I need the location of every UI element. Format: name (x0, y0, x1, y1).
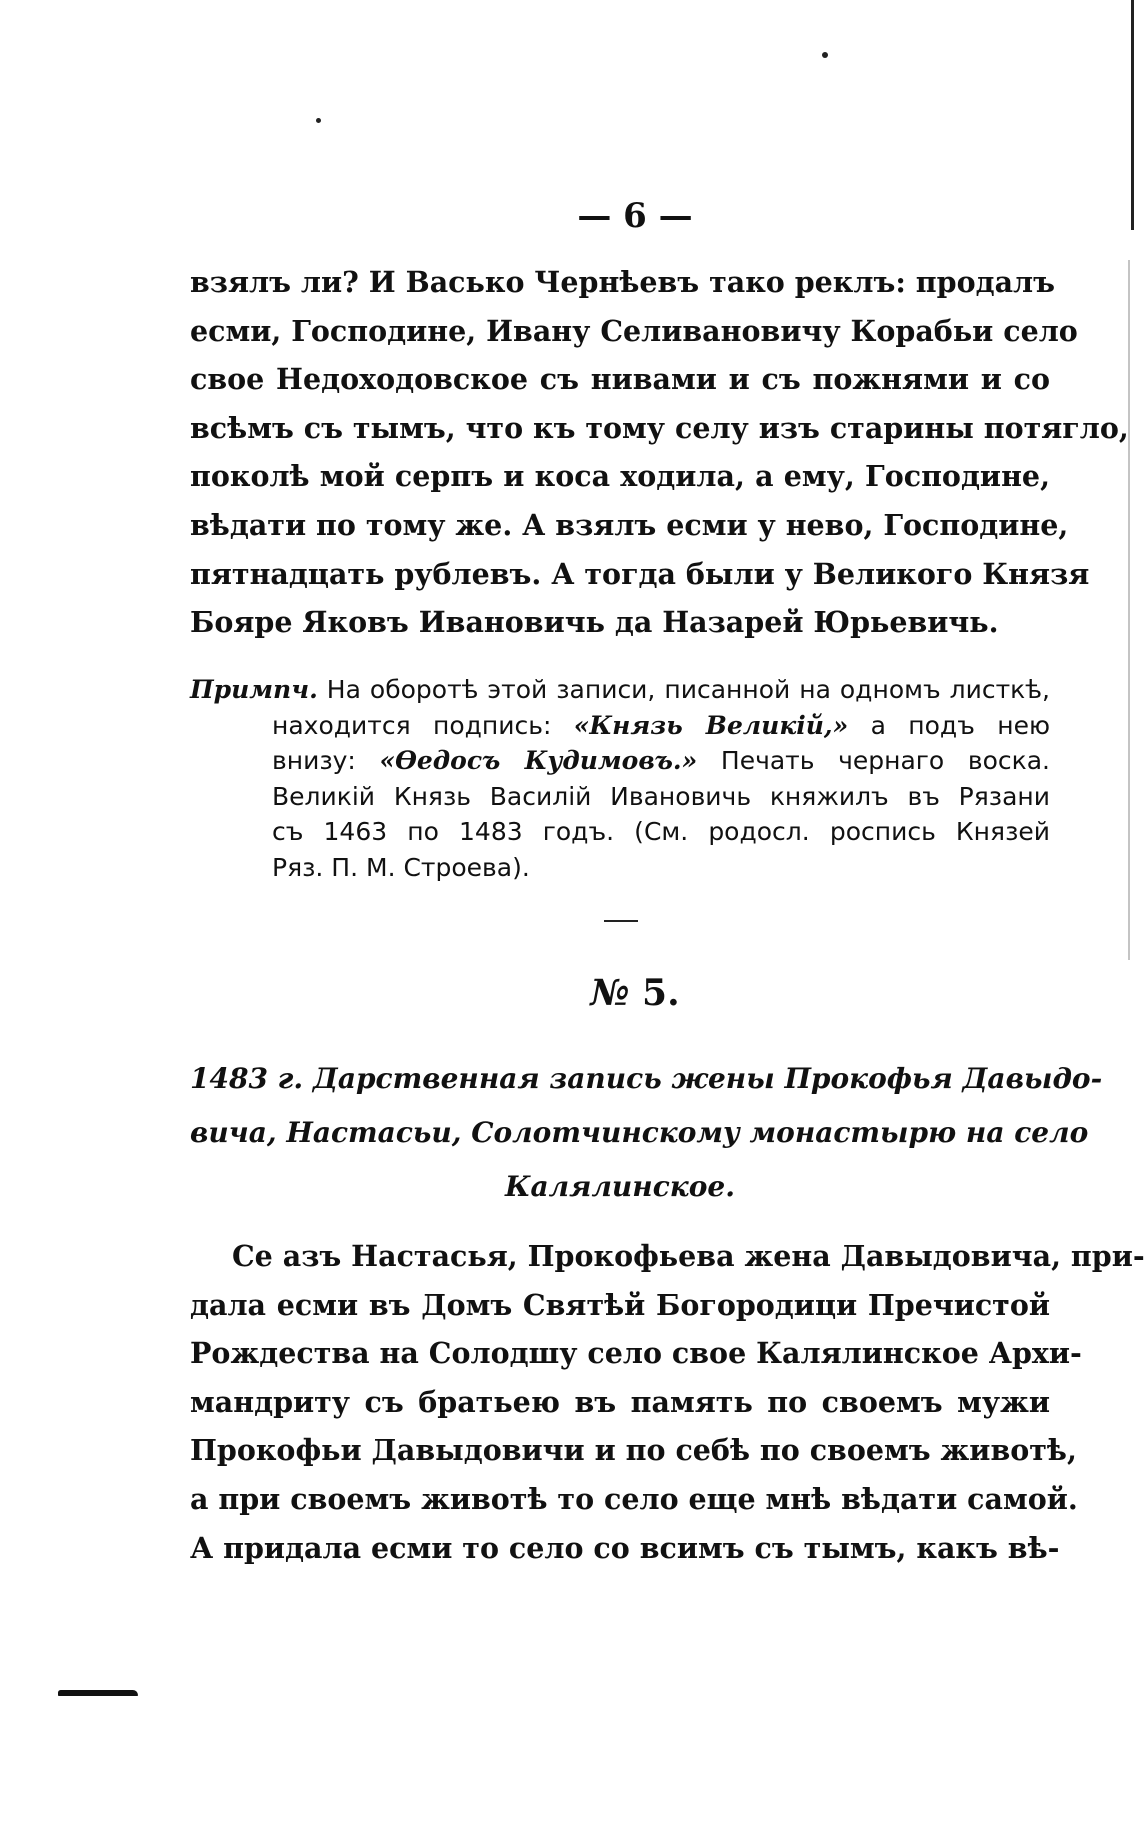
scan-speck (316, 118, 321, 123)
page-number: — 6 — (577, 196, 693, 236)
note-signature: «Князь Великій,» (573, 710, 849, 740)
text-line: Бояре Яковъ Ивановичь да Назарей Юрьевичь. (190, 605, 999, 640)
note-text: находится подпись: (272, 710, 552, 740)
scan-smudge (58, 1690, 138, 1696)
text-line: свое Недоходовское съ нивами и съ пожнями и со (190, 362, 1050, 397)
note-line: Ряз. П. М. Строева). (272, 852, 530, 882)
text-line: мандриту съ братьею въ память по своемъ мужи (190, 1384, 1050, 1419)
note-line: Великій Князь Василій Ивановичь княжилъ въ Рязани (272, 781, 1050, 811)
numero-sign: № (590, 972, 630, 1014)
text-line: вѣдати по тому же. А взялъ есми у нево, Господине, (190, 507, 1069, 542)
text-line: поколѣ мой серпъ и коса ходила, а ему, Господине, (190, 459, 1050, 494)
footnote-block (190, 672, 1050, 885)
document-title (190, 1052, 1103, 1214)
note-line (190, 708, 1050, 744)
note-line: съ 1463 по 1483 годъ. (См. родосл. роспись Князей (272, 817, 1050, 846)
note-text: а подъ нею (870, 710, 1050, 740)
note-signature: «Ѳедосъ Кудимовъ.» (379, 746, 698, 775)
text-line: Прокофьи Давыдовичи и по себѣ по своемъ животѣ, (190, 1433, 1077, 1468)
document-number (0, 972, 1140, 1014)
text-line: Рождества на Солодшу село свое Калялинское Архи- (190, 1336, 1082, 1371)
text-line: А придала есми то село со всимъ съ тымъ, какъ вѣ- (190, 1530, 1060, 1565)
text-line: дала есми въ Домъ Святѣй Богородици Пречистой (190, 1287, 1050, 1322)
text-line: пятнадцать рублевъ. А тогда были у Великого Князя (190, 556, 1090, 591)
section-divider (604, 920, 638, 922)
title-line: вича, Настасьи, Солотчинскому монастырю на село (190, 1116, 1089, 1149)
note-text: Печать чернаго воска. (720, 746, 1050, 775)
note-line (190, 672, 1050, 708)
note-text: На оборотѣ этой записи, писанной на одномъ листкѣ, (326, 675, 1051, 704)
title-line: 1483 г. Дарственная запись жены Прокофья Давыдо- (190, 1062, 1103, 1095)
text-line: а при своемъ животѣ то село еще мнѣ вѣдати самой. (190, 1481, 1078, 1516)
text-line: Се азъ Настасья, Прокофьева жена Давыдовича, при- (232, 1239, 1145, 1273)
note-label: Примпч. (190, 675, 318, 704)
document-number-value: 5. (642, 972, 680, 1014)
scan-edge-shadow (1128, 260, 1130, 960)
text-line: взялъ ли? И Васько Чернѣевъ тако реклъ: продалъ (190, 265, 1055, 299)
main-text-block-2 (190, 1232, 1145, 1572)
note-line (190, 743, 1050, 779)
note-text: внизу: (272, 746, 356, 775)
text-line: есми, Господине, Ивану Селивановичу Корабьи село (190, 313, 1078, 348)
title-line: Калялинское. (505, 1170, 735, 1203)
scan-speck (822, 52, 828, 58)
text-line: всѣмъ съ тымъ, что къ тому селу изъ старины потягло, (190, 410, 1129, 445)
main-text-block-1 (190, 258, 1129, 647)
